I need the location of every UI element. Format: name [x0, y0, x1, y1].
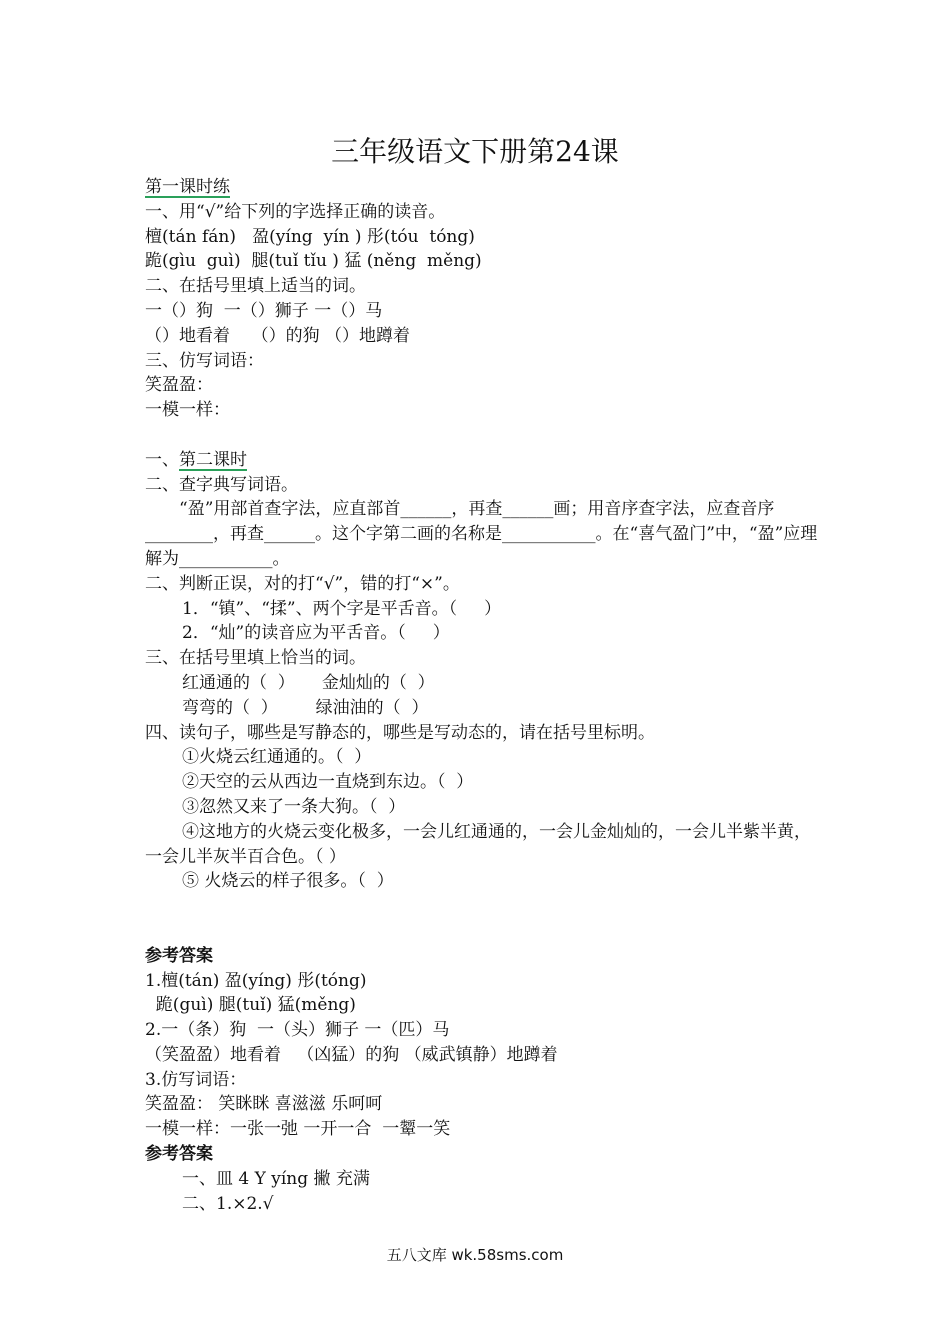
answer-line: 二、1.×2.√: [182, 1193, 274, 1214]
answer-line: （笑盈盈）地看着 （凶猛）的狗 （威武镇静）地蹲着: [145, 1044, 558, 1065]
sentence-item: ②天空的云从西边一直烧到东边。（ ）: [182, 772, 474, 793]
lesson1-line: 一、用“√”给下列的字选择正确的读音。: [145, 201, 446, 222]
lesson1-line: 二、在括号里填上适当的词。: [145, 276, 366, 297]
lesson2-paragraph: “盈”用部首查字法，应直部首______，再查______画；用音序查字法，应查音序________，再查______。这个字第二画的名称是___________。在“喜气盈门”中，“盈”应理解为___________。: [145, 499, 818, 569]
answers-heading: 参考答案: [145, 1144, 213, 1165]
lesson2-line: 二、查字典写词语。: [145, 474, 298, 495]
lesson1-line: 三、仿写词语：: [145, 350, 264, 371]
spacer: [145, 423, 825, 448]
sentence-item: ①火烧云红通通的。（ ）: [182, 747, 372, 768]
worksheet-body: [145, 175, 825, 1216]
lesson1-line: 一（）狗 一（）狮子 一（）马: [145, 300, 383, 321]
lesson2-heading: 一、第二课时: [145, 449, 247, 470]
answer-line: 笑盈盈： 笑眯眯 喜滋滋 乐呵呵: [145, 1094, 383, 1115]
answer-line: 2.一（条）狗 一（头）狮子 一（匹）马: [145, 1020, 450, 1041]
spacer: [145, 894, 825, 944]
lesson2-line: 二、判断正误，对的打“√”，错的打“×”。: [145, 573, 460, 594]
lesson1-line: 檀(tán fán) 盈(yíng yín ) 彤(tóu tóng): [145, 226, 475, 247]
sentence-item: ④这地方的火烧云变化极多，一会儿红通通的，一会儿金灿灿的，一会儿半紫半黄，一会儿半灰半百合色。（ ）: [145, 821, 811, 867]
footer-watermark: 五八文库 wk.58sms.com: [386, 1246, 564, 1264]
answer-line: 一、皿 4 Y yíng 撇 充满: [182, 1168, 370, 1189]
answer-line: 3.仿写词语：: [145, 1069, 247, 1090]
answers-heading: 参考答案: [145, 945, 213, 966]
lesson2-line: 三、在括号里填上恰当的词。: [145, 648, 366, 669]
answer-line: 跪(guì) 腿(tuǐ) 猛(měng): [145, 995, 356, 1016]
lesson1-heading: 第一课时练: [145, 177, 230, 197]
lesson2-line: 2．“灿”的读音应为平舌音。（ ）: [182, 623, 450, 644]
sentence-item: ③忽然又来了一条大狗。（ ）: [182, 796, 406, 817]
answer-line: 一模一样：一张一弛 一开一合 一颦一笑: [145, 1119, 451, 1140]
answer-line: 1.檀(tán) 盈(yíng) 彤(tóng): [145, 970, 367, 991]
lesson2-line: 1．“镇”、“揉”、两个字是平舌音。（ ）: [182, 598, 502, 619]
sentence-item: ⑤ 火烧云的样子很多。（ ）: [182, 871, 394, 892]
lesson2-line: 四、读句子，哪些是写静态的，哪些是写动态的，请在括号里标明。: [145, 722, 655, 743]
lesson1-line: 一模一样：: [145, 400, 230, 421]
lesson2-line: 弯弯的（ ） 绿油油的（ ）: [182, 697, 429, 718]
lesson1-line: 跪(gìu guì) 腿(tuǐ tǐu ) 猛 (něng měng): [145, 251, 482, 272]
lesson2-line: 红通通的（ ） 金灿灿的（ ）: [182, 672, 435, 693]
lesson1-line: （）地看着 （）的狗 （）地蹲着: [145, 325, 411, 346]
lesson1-line: 笑盈盈：: [145, 375, 213, 396]
page-title: 三年级语文下册第24课: [331, 135, 619, 168]
